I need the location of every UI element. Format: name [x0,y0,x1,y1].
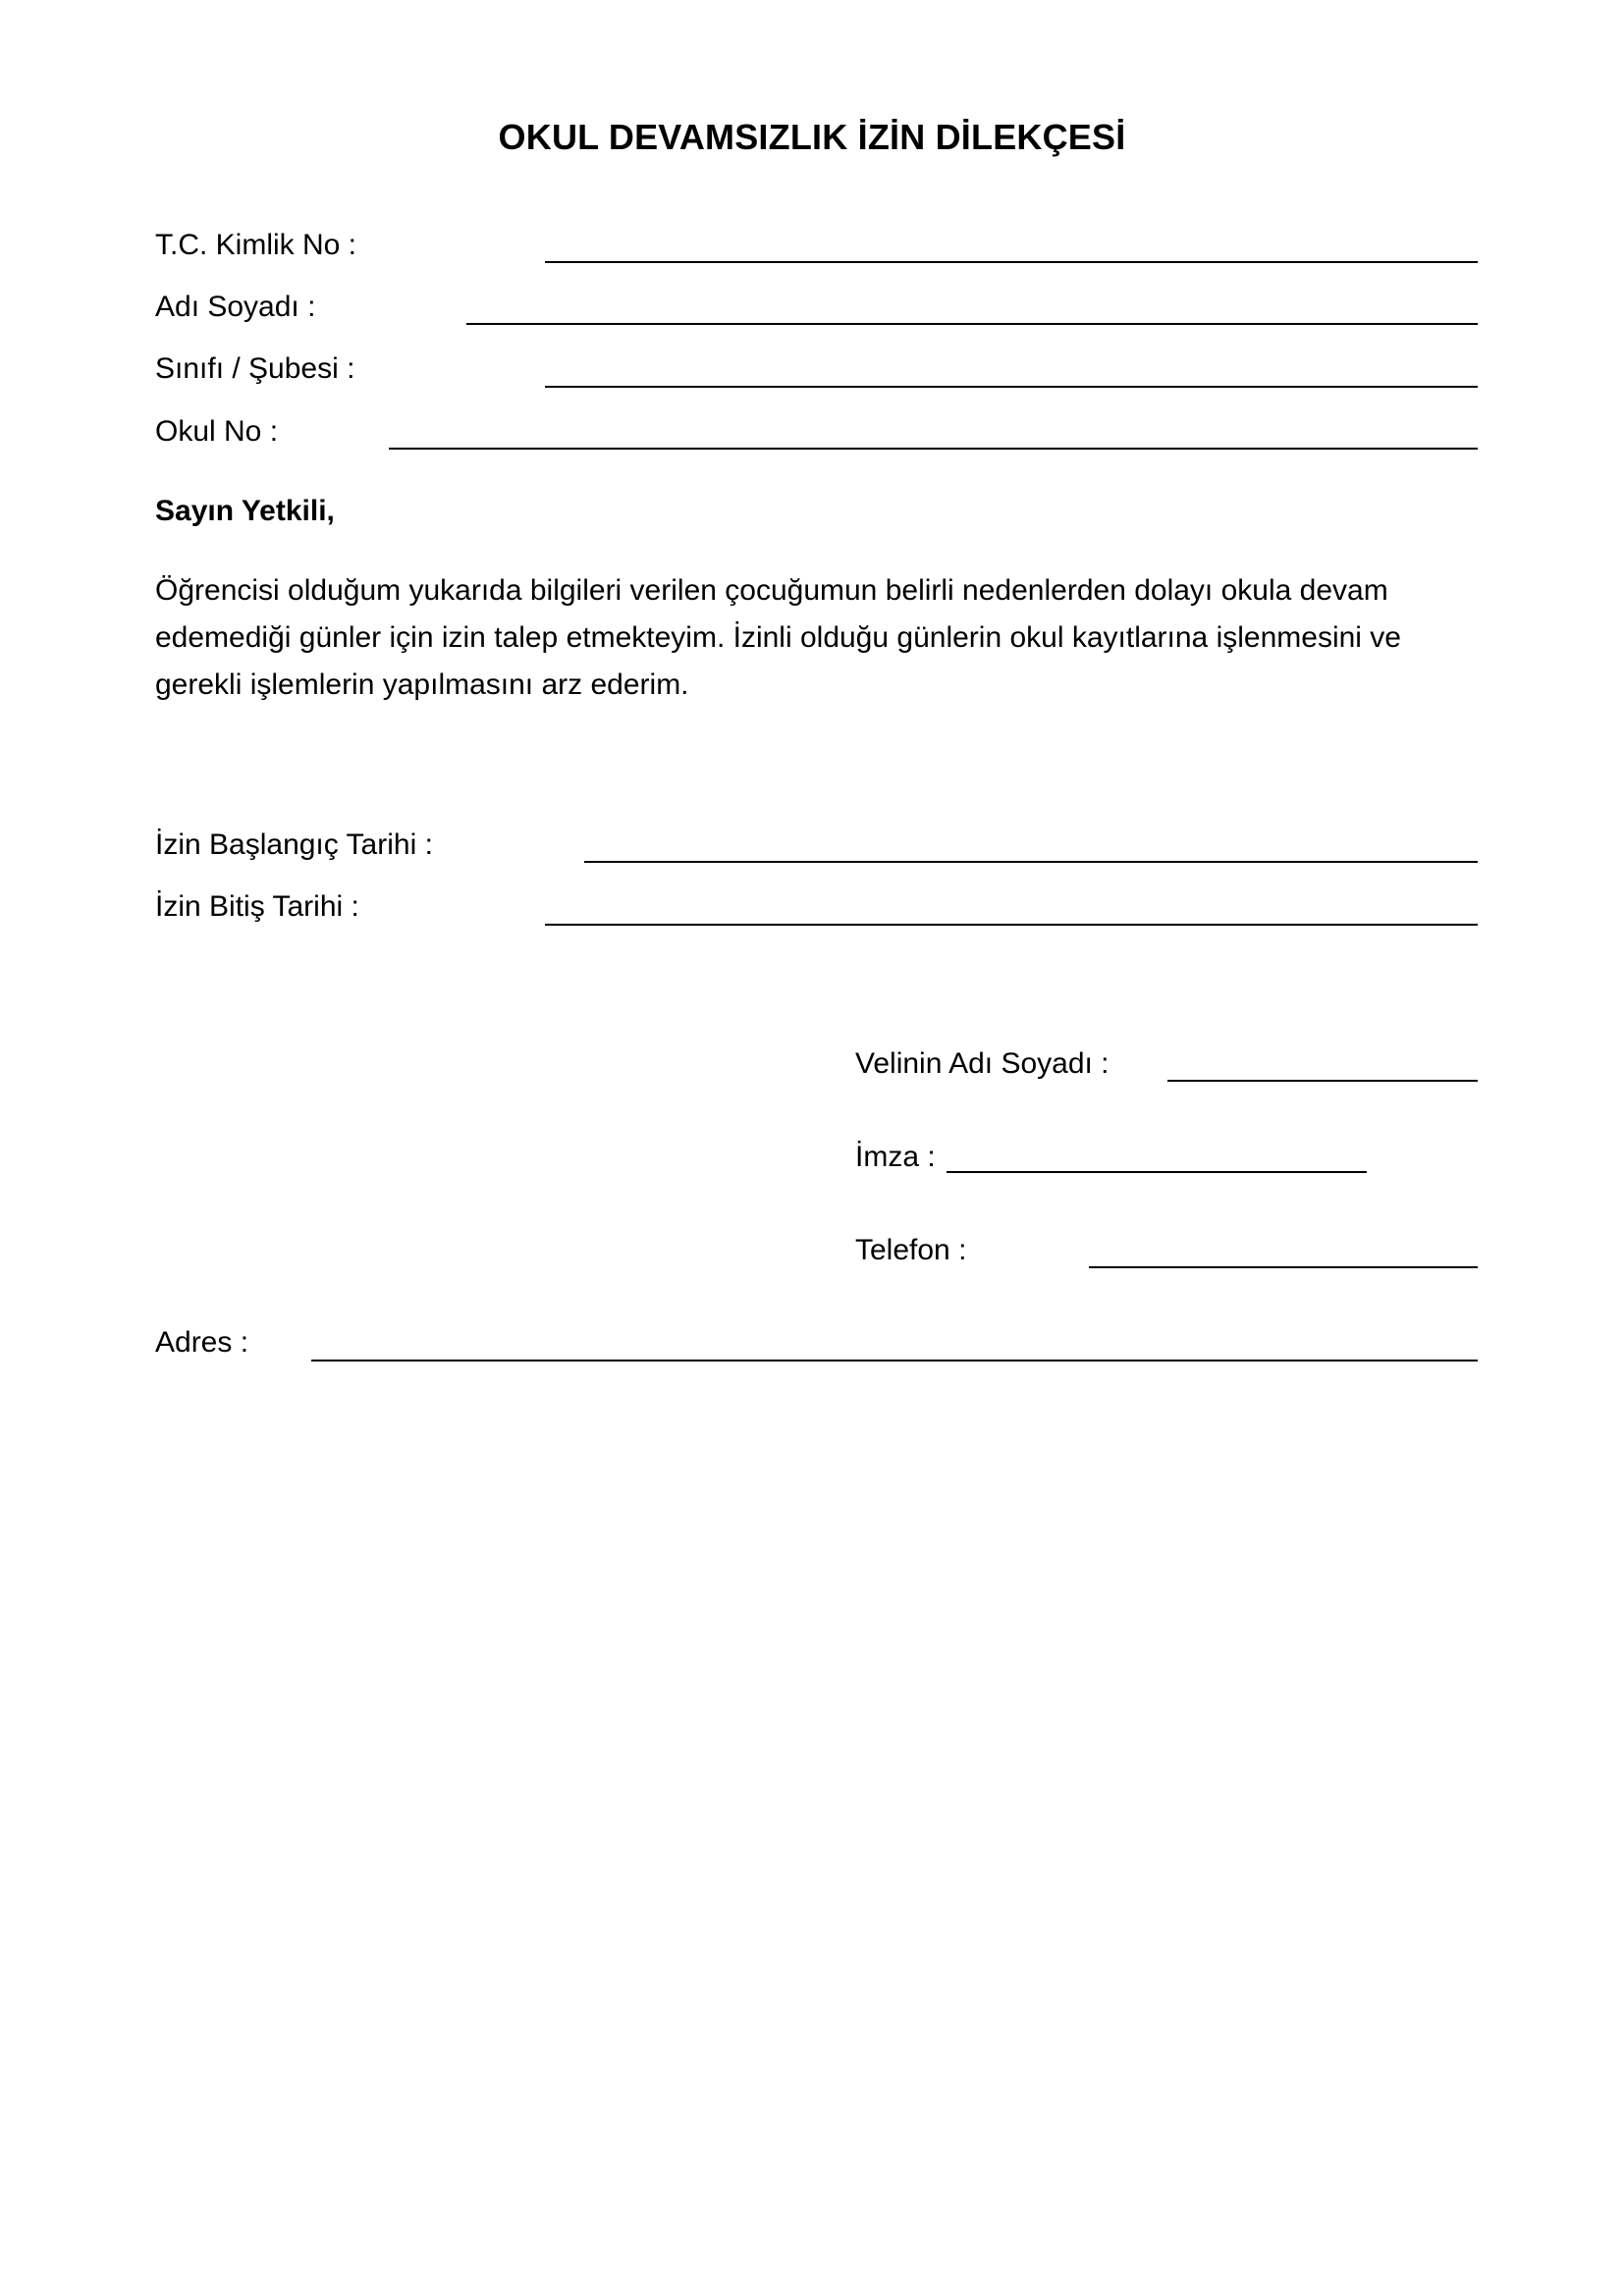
salutation: Sayın Yetkili, [155,495,335,527]
izin-baslangic-label: İzin Başlangıç Tarihi : [155,828,433,861]
adres-line[interactable] [311,1360,1478,1362]
telefon-label: Telefon : [855,1234,967,1266]
body-line: Öğrencisi olduğum yukarıda bilgileri verilen çocuğumun belirli nedenlerden dolayı okula devam [155,574,1388,607]
adi-soyadi-label: Adı Soyadı : [155,291,316,323]
velinin-adi-soyadi-line[interactable] [1167,1080,1478,1082]
izin-baslangic-line[interactable] [584,861,1478,863]
sinifi-subesi-label: Sınıfı / Şubesi : [155,352,355,385]
adres-label: Adres : [155,1326,249,1359]
imza-label: İmza : [855,1141,936,1173]
okul-no-line[interactable] [389,448,1478,450]
sinifi-subesi-line[interactable] [545,386,1478,388]
telefon-line[interactable] [1089,1266,1478,1268]
velinin-adi-soyadi-label: Velinin Adı Soyadı : [855,1047,1110,1080]
izin-bitis-line[interactable] [545,924,1478,926]
petition-body [155,567,1490,709]
imza-line[interactable] [947,1171,1367,1173]
izin-bitis-label: İzin Bitiş Tarihi : [155,890,359,923]
tc-kimlik-no-label: T.C. Kimlik No : [155,229,357,261]
okul-no-label: Okul No : [155,415,279,448]
tc-kimlik-no-line[interactable] [545,261,1478,263]
document-title: OKUL DEVAMSIZLIK İZİN DİLEKÇESİ [498,117,1126,157]
body-line: gerekli işlemlerin yapılmasını arz ederim. [155,668,689,701]
body-line: edemediği günler için izin talep etmekteyim. İzinli olduğu günlerin okul kayıtlarına işlenmesini ve [155,621,1401,654]
adi-soyadi-line[interactable] [466,323,1478,325]
